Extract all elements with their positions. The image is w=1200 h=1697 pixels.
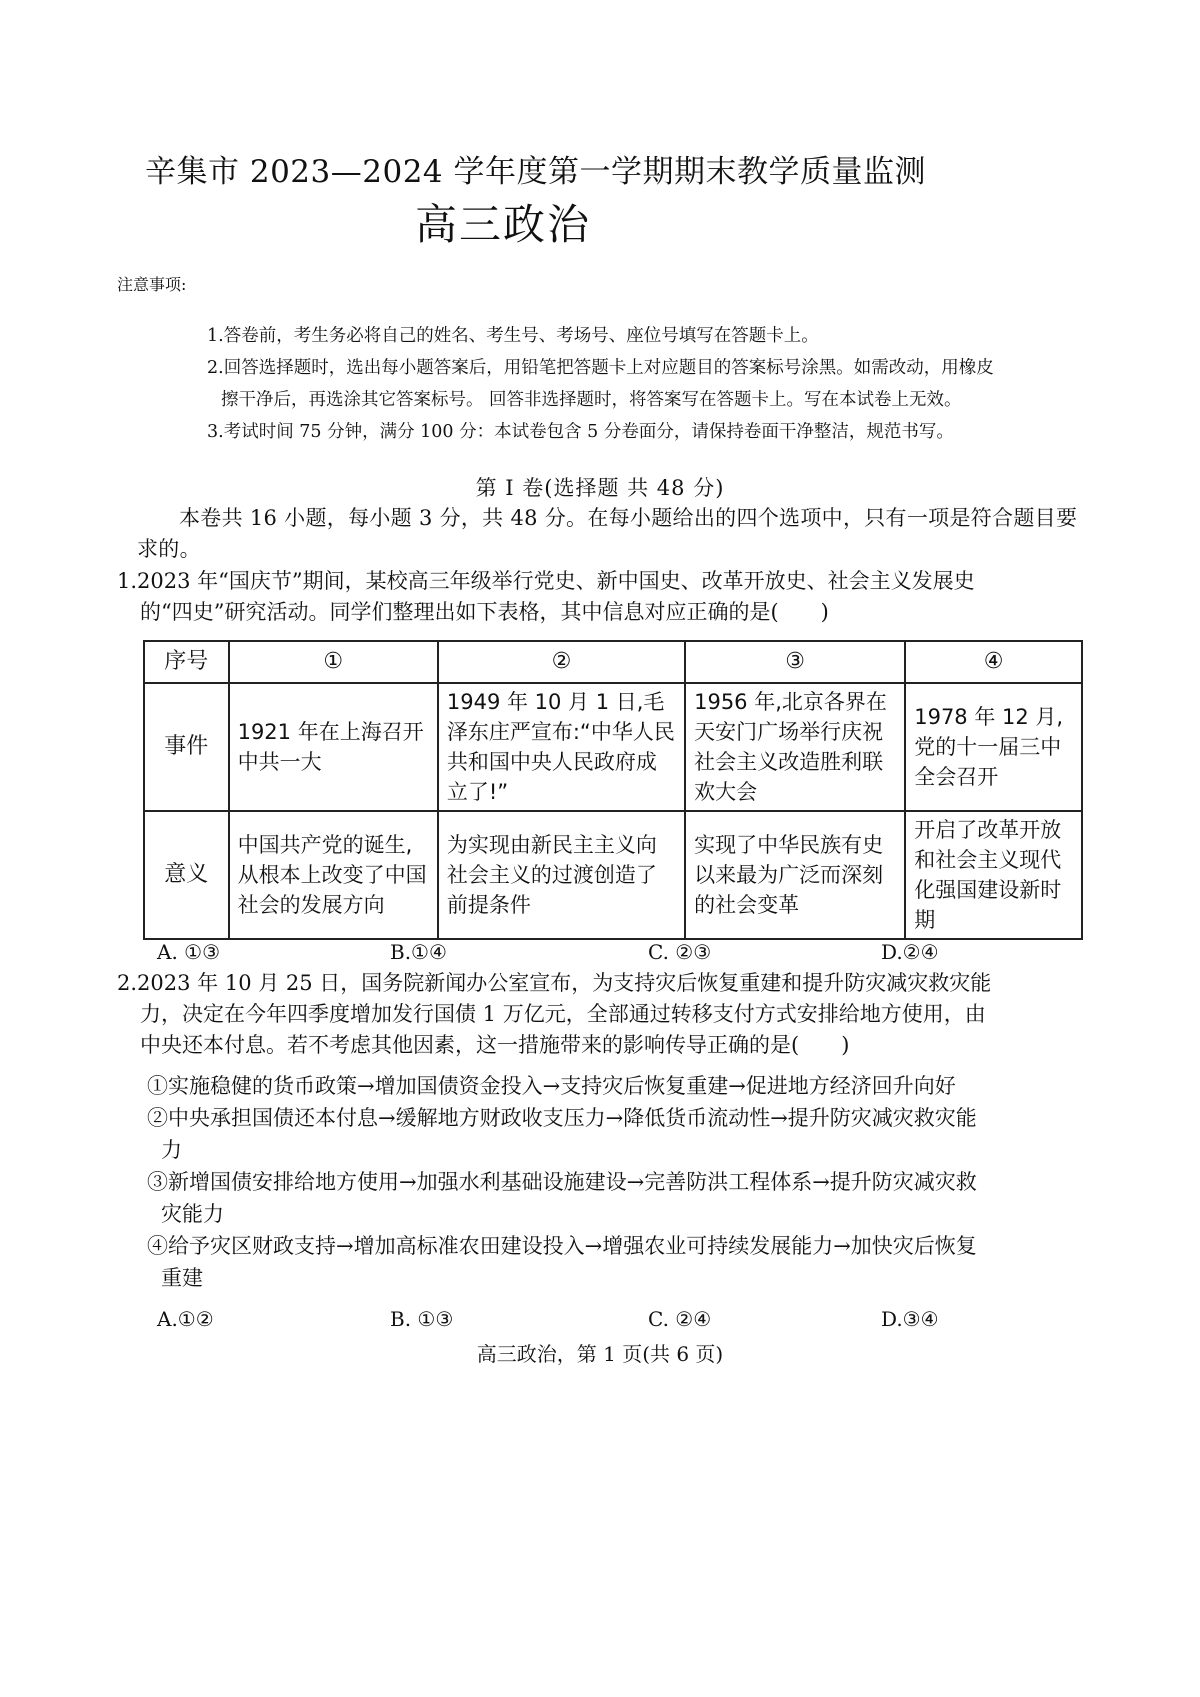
notice-item: 1.答卷前，考生务必将自己的姓名、考生号、考场号、座位号填写在答题卡上。 xyxy=(207,326,819,346)
question-2 xyxy=(117,968,1097,1061)
notice-heading: 注意事项: xyxy=(117,275,187,294)
meaning-cell: 为实现由新民主主义向社会主义的过渡创造了前提条件 xyxy=(438,811,685,939)
option-d[interactable]: D.②④ xyxy=(881,940,939,964)
history-events-table xyxy=(143,640,1083,940)
question-2-stem: 力，决定在今年四季度增加发行国债 1 万亿元，全部通过转移支付方式安排给地方使用，由 xyxy=(140,1002,986,1026)
table-row xyxy=(144,683,1082,811)
statement-text: ②中央承担国债还本付息→缓解地方财政收支压力→降低货币流动性→提升防灾减灾救灾能 xyxy=(147,1106,977,1130)
event-cell: 1956 年,北京各界在天安门广场举行庆祝社会主义改造胜利联欢大会 xyxy=(685,683,905,811)
column-number: ③ xyxy=(685,641,905,683)
section-title: 第 I 卷(选择题 共 48 分) xyxy=(475,476,725,500)
question-1 xyxy=(117,566,1097,628)
option-b[interactable]: B. ①③ xyxy=(390,1307,454,1331)
option-a[interactable]: A. ①③ xyxy=(157,940,221,964)
question-2-stem: 中央还本付息。若不考虑其他因素，这一措施带来的影响传导正确的是( ) xyxy=(140,1033,850,1057)
option-c[interactable]: C. ②④ xyxy=(648,1307,712,1331)
option-b[interactable]: B.①④ xyxy=(390,940,447,964)
statement-text: 重建 xyxy=(161,1266,203,1290)
notice-item: 2.回答选择题时，选出每小题答案后，用铅笔把答题卡上对应题目的答案标号涂黑。如需改动，用橡皮 xyxy=(207,358,994,378)
question-1-stem: 的“四史”研究活动。同学们整理出如下表格，其中信息对应正确的是( ) xyxy=(140,600,829,624)
statement-text: ④给予灾区财政支持→增加高标准农田建设投入→增强农业可持续发展能力→加快灾后恢复 xyxy=(147,1234,977,1258)
question-1-stem: 1.2023 年“国庆节”期间，某校高三年级举行党史、新中国史、改革开放史、社会主义发展史 xyxy=(117,569,975,593)
event-cell: 1949 年 10 月 1 日,毛泽东庄严宣布:“中华人民共和国中央人民政府成立了!” xyxy=(438,683,685,811)
statement-text: ①实施稳健的货币政策→增加国债资金投入→支持灾后恢复重建→促进地方经济回升向好 xyxy=(147,1074,956,1098)
statement-item xyxy=(147,1102,1107,1166)
notice-list xyxy=(207,320,1107,448)
notice-item: 3.考试时间 75 分钟，满分 100 分：本试卷包含 5 分卷面分，请保持卷面干净整洁，规范书写。 xyxy=(207,422,954,442)
statement-item xyxy=(147,1166,1107,1230)
meaning-cell: 开启了改革开放和社会主义现代化强国建设新时期 xyxy=(905,811,1082,939)
event-cell: 1978 年 12 月,党的十一届三中全会召开 xyxy=(905,683,1082,811)
column-number: ② xyxy=(438,641,685,683)
question-2-stem: 2.2023 年 10 月 25 日，国务院新闻办公室宣布，为支持灾后恢复重建和提升防灾减灾救灾能 xyxy=(117,971,992,995)
notice-item: 擦干净后，再选涂其它答案标号。 回答非选择题时，将答案写在答题卡上。写在本试卷上无效。 xyxy=(221,390,962,410)
section-description: 本卷共 16 小题，每小题 3 分，共 48 分。在每小题给出的四个选项中，只有一项是符合题目要求的。 xyxy=(137,506,1078,561)
table-row xyxy=(144,641,1082,683)
statement-text: 灾能力 xyxy=(161,1202,224,1226)
table-row xyxy=(144,811,1082,939)
event-cell: 1921 年在上海召开中共一大 xyxy=(229,683,438,811)
row-header: 序号 xyxy=(144,641,229,683)
row-header: 意义 xyxy=(144,811,229,939)
exam-title: 辛集市 2023—2024 学年度第一学期期末教学质量监测 xyxy=(145,154,926,190)
subject-title: 高三政治 xyxy=(415,200,592,249)
column-number: ④ xyxy=(905,641,1082,683)
question-1-options xyxy=(157,940,1037,964)
question-2-options xyxy=(157,1307,1037,1331)
statement-item xyxy=(147,1070,1107,1102)
statement-text: ③新增国债安排给地方使用→加强水利基础设施建设→完善防洪工程体系→提升防灾减灾救 xyxy=(147,1170,977,1194)
statement-text: 力 xyxy=(161,1138,182,1162)
question-2-statements xyxy=(147,1070,1107,1294)
statement-item xyxy=(147,1230,1107,1294)
row-header: 事件 xyxy=(144,683,229,811)
page-footer: 高三政治，第 1 页(共 6 页) xyxy=(476,1342,724,1366)
meaning-cell: 实现了中华民族有史以来最为广泛而深刻的社会变革 xyxy=(685,811,905,939)
option-d[interactable]: D.③④ xyxy=(881,1307,939,1331)
option-c[interactable]: C. ②③ xyxy=(648,940,712,964)
column-number: ① xyxy=(229,641,438,683)
option-a[interactable]: A.①② xyxy=(157,1307,214,1331)
meaning-cell: 中国共产党的诞生,从根本上改变了中国社会的发展方向 xyxy=(229,811,438,939)
